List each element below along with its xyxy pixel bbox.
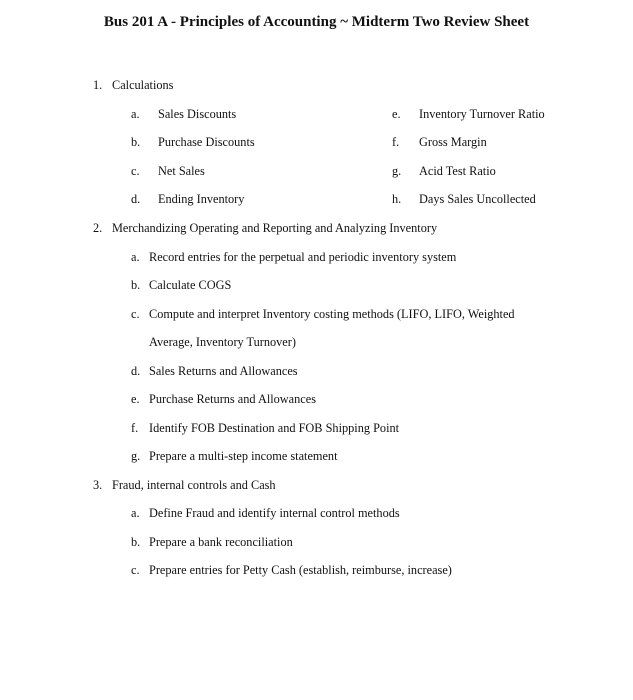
section-1-heading: Calculations [112, 78, 174, 92]
section-1-number: 1. [93, 78, 103, 92]
list-item-text: Purchase Discounts [158, 135, 255, 149]
list-item-letter: g. [392, 164, 402, 178]
section-3-heading: Fraud, internal controls and Cash [112, 478, 276, 492]
list-item-text: Define Fraud and identify internal control methods [149, 506, 400, 520]
list-item-letter: d. [131, 192, 141, 206]
list-item-text: Net Sales [158, 164, 205, 178]
list-item-letter: g. [131, 449, 141, 463]
list-item-text: Ending Inventory [158, 192, 245, 206]
list-item-letter: c. [131, 563, 140, 577]
list-item-text: Days Sales Uncollected [419, 192, 536, 206]
list-item-letter: a. [131, 506, 140, 520]
list-item-letter: h. [392, 192, 402, 206]
section-2-number: 2. [93, 221, 103, 235]
list-item-letter: c. [131, 307, 140, 321]
list-item-text: Prepare entries for Petty Cash (establish, reimburse, increase) [149, 563, 452, 577]
list-item-text-continued: Average, Inventory Turnover) [149, 335, 296, 349]
list-item-text: Sales Discounts [158, 107, 237, 121]
list-item-letter: b. [131, 535, 141, 549]
list-item-letter: d. [131, 364, 141, 378]
list-item-letter: a. [131, 107, 140, 121]
list-item-letter: c. [131, 164, 140, 178]
list-item-letter: b. [131, 135, 141, 149]
list-item-letter: b. [131, 278, 141, 292]
section-3-number: 3. [93, 478, 103, 492]
list-item-text: Record entries for the perpetual and periodic inventory system [149, 250, 457, 264]
list-item-text: Prepare a multi-step income statement [149, 449, 338, 463]
list-item-letter: e. [131, 392, 140, 406]
list-item-text: Purchase Returns and Allowances [149, 392, 316, 406]
section-2-heading: Merchandizing Operating and Reporting and Analyzing Inventory [112, 221, 438, 235]
list-item-text: Acid Test Ratio [419, 164, 496, 178]
page-title: Bus 201 A - Principles of Accounting ~ Midterm Two Review Sheet [103, 14, 530, 30]
list-item-text: Prepare a bank reconciliation [149, 535, 293, 549]
list-item-text: Gross Margin [419, 135, 487, 149]
list-item-letter: e. [392, 107, 401, 121]
list-item-letter: f. [392, 135, 400, 149]
list-item-letter: f. [131, 421, 139, 435]
list-item-text: Compute and interpret Inventory costing methods (LIFO, LIFO, Weighted [149, 307, 515, 321]
list-item-text: Sales Returns and Allowances [149, 364, 298, 378]
list-item-text: Inventory Turnover Ratio [419, 107, 545, 121]
list-item-text: Identify FOB Destination and FOB Shipping Point [149, 421, 400, 435]
list-item-letter: a. [131, 250, 140, 264]
list-item-text: Calculate COGS [149, 278, 232, 292]
